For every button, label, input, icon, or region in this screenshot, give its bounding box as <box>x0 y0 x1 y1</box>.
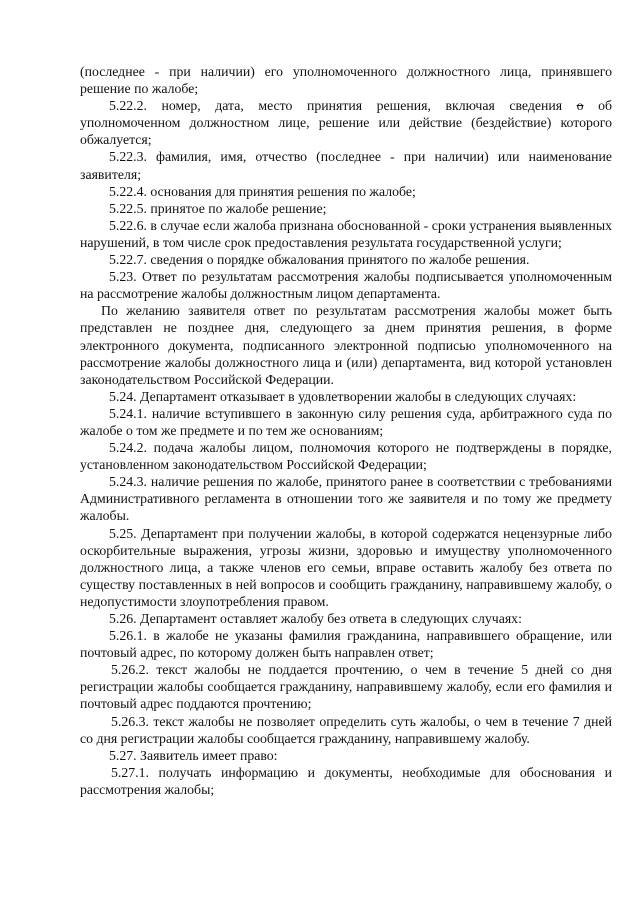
paragraph-5-23: 5.23. Ответ по результатам рассмотрения жалобы подписывается уполномоченным на рассмотрение жалобы должностным лицом департамента. <box>80 269 612 302</box>
paragraph-5-26-2: 5.26.2. текст жалобы не поддается прочтению, о чем в течение 5 дней со дня регистрации жалобы сообщается гражданину, направившему жалобу, если его фамилия и почтовый адрес поддаются прочтению; <box>80 662 612 712</box>
struck-letter: о <box>576 98 584 114</box>
paragraph-5-24-2: 5.24.2. подача жалобы лицом, полномочия которого не подтверждены в порядке, установленном законодательством Российской Федерации; <box>80 440 612 473</box>
paragraph: (последнее - при наличии) его уполномоченного должностного лица, принявшего решение по жалобе; <box>80 64 612 97</box>
paragraph-5-26-3: 5.26.3. текст жалобы не позволяет определить суть жалобы, о чем в течение 7 дней со дня регистрации жалобы сообщается гражданину, направившему жалобу. <box>80 713 612 746</box>
paragraph-5-27-1: 5.27.1. получать информацию и документы, необходимые для обоснования и рассмотрения жалобы; <box>80 764 612 797</box>
paragraph-5-22-3: 5.22.3. фамилия, имя, отчество (последнее - при наличии) или наименование заявителя; <box>80 149 612 182</box>
paragraph-5-26-1: 5.26.1. в жалобе не указаны фамилия гражданина, направившего обращение, или почтовый адрес, по которому должен быть направлен ответ; <box>80 628 612 661</box>
paragraph-5-22-5: 5.22.5. принятое по жалобе решение; <box>109 200 327 216</box>
paragraph-5-22-4: 5.22.4. основания для принятия решения по жалобе; <box>109 183 416 199</box>
paragraph-text-end: об уполномоченном должностном лице, решение или действие (бездействие) которого обжалуется; <box>80 98 612 148</box>
paragraph-electronic-answer: По желанию заявителя ответ по результатам рассмотрения жалобы может быть представлен не позднее дня, следующего за днем принятия решения, в форме электронного документа, подписанного электронной подписью уполномоченного на рассмотрение жалобы должностного лица и (или) департамента, вид которой установлен законодательством Российской Федерации. <box>80 303 612 387</box>
paragraph-text-start: 5.22.2. номер, дата, место принятия решения, включая сведения <box>109 98 577 114</box>
paragraph-5-24-3: 5.24.3. наличие решения по жалобе, принятого ранее в соответствии с требованиями Административного регламента в отношении того же заявителя и по тому же предмету жалобы. <box>80 474 612 524</box>
paragraph-5-24-1: 5.24.1. наличие вступившего в законную силу решения суда, арбитражного суда по жалобе о том же предмете и по тем же основаниям; <box>80 405 612 438</box>
paragraph-5-26: 5.26. Департамент оставляет жалобу без ответа в следующих случаях: <box>109 611 522 626</box>
paragraph-5-22-2 <box>80 97 612 148</box>
paragraph-5-27: 5.27. Заявитель имеет право: <box>109 747 278 763</box>
paragraph-5-25: 5.25. Департамент при получении жалобы, в которой содержатся нецензурные либо оскорбительные выражения, угрозы жизни, здоровью и имуществу уполномоченного должностного лица, а также членов его семьи, вправе оставить жалобу без ответа по существу поставленных в ней вопросов и сообщить гражданину, направившему жалобу, о недопустимости злоупотребления правом. <box>80 525 612 609</box>
paragraph-5-24: 5.24. Департамент отказывает в удовлетворении жалобы в следующих случаях: <box>109 388 577 404</box>
paragraph-5-22-7: 5.22.7. сведения о порядке обжалования принятого по жалобе решения. <box>109 252 530 268</box>
paragraph-5-22-6: 5.22.6. в случае если жалоба признана обоснованной - сроки устранения выявленных нарушений, в том числе срок предоставления результата государственной услуги; <box>80 217 612 250</box>
